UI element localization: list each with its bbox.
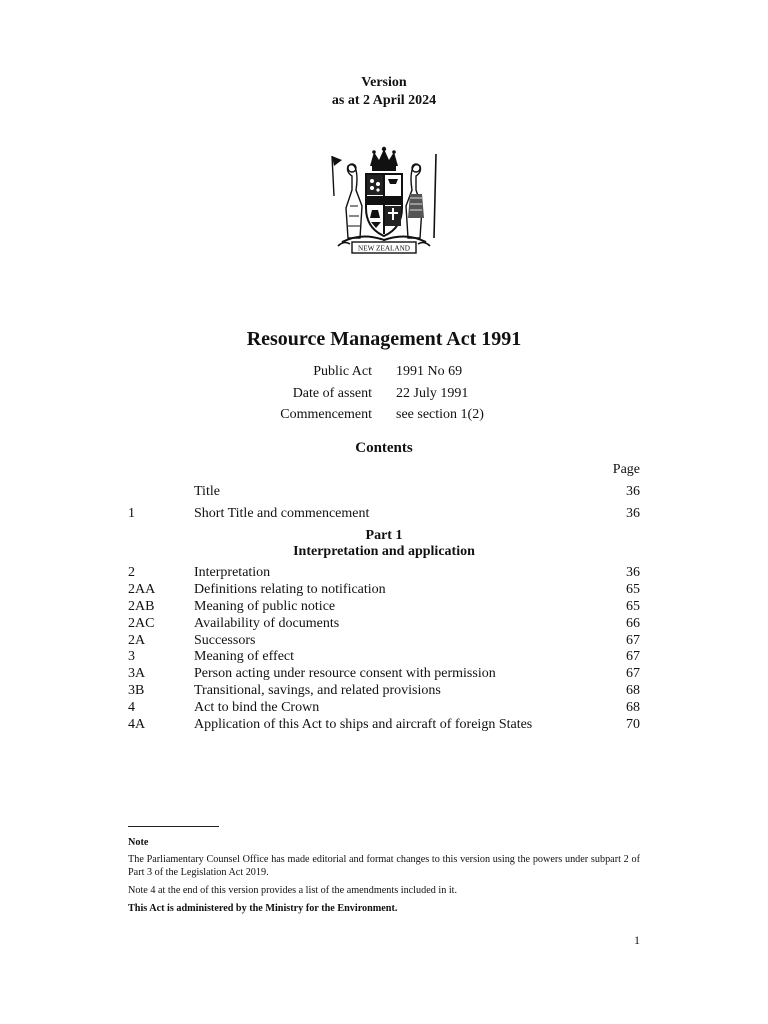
toc-entry-page: 70 [626, 717, 640, 733]
part-number: Part 1 [365, 528, 403, 543]
toc-entry-page: 65 [626, 581, 640, 597]
page-number: 1 [634, 933, 640, 947]
act-metadata [0, 364, 768, 429]
toc-entry-number: 3 [128, 649, 135, 665]
toc-entry[interactable] [128, 666, 640, 683]
toc-entry-page: 67 [626, 649, 640, 665]
toc-entry-number: 2A [128, 632, 146, 648]
page-column-header: Page [612, 462, 640, 477]
toc-entry-number: 3B [128, 683, 145, 699]
toc-entry-page: 36 [626, 506, 640, 521]
note-paragraph-1: The Parliamentary Counsel Office has made editorial and format changes to this version using the powers under subpart 2 of Part 3 of the Legislation Act 2019. [128, 854, 640, 878]
meta-row-commencement [0, 407, 768, 429]
toc-entry-label[interactable]: Definitions relating to notification [194, 581, 386, 597]
toc-entry-number: 4 [128, 700, 135, 716]
toc-entry[interactable] [128, 505, 640, 522]
part-title: Interpretation and application [293, 544, 475, 559]
contents-heading: Contents [355, 440, 413, 456]
note-paragraph-3: This Act is administered by the Ministry for the Environment. [128, 903, 398, 914]
meta-label: Date of assent [292, 385, 372, 401]
toc-entry-page: 65 [626, 598, 640, 614]
toc-entry-number: 4A [128, 717, 146, 733]
toc-entry-page: 36 [626, 565, 640, 580]
meta-label: Public Act [313, 364, 372, 379]
toc-entry-page: 68 [626, 700, 640, 716]
meta-value: 1991 No 69 [396, 364, 463, 379]
toc-entry-page: 68 [626, 683, 640, 699]
toc-entry-number: 3A [128, 666, 146, 682]
toc-entry-label[interactable]: Interpretation [194, 565, 271, 580]
toc-entry-label[interactable]: Application of this Act to ships and aircraft of foreign States [194, 717, 533, 733]
part-heading[interactable] [0, 528, 768, 560]
meta-value: 22 July 1991 [396, 385, 469, 401]
nz-coat-of-arms-icon [322, 146, 446, 258]
toc-entry-label[interactable]: Availability of documents [194, 615, 340, 631]
toc-entry-label[interactable]: Successors [194, 632, 256, 648]
meta-value: see section 1(2) [396, 407, 484, 422]
toc-entry-label[interactable]: Short Title and commencement [194, 506, 370, 521]
toc-entry-label[interactable]: Title [194, 484, 220, 499]
toc-entry-label[interactable]: Person acting under resource consent with permission [194, 666, 496, 682]
toc-entry[interactable] [128, 582, 640, 599]
toc-entry[interactable] [128, 565, 640, 582]
toc-entry-page: 36 [626, 484, 640, 499]
note-heading: Note [128, 837, 149, 848]
toc-entry[interactable] [128, 633, 640, 650]
toc-entry-page: 67 [626, 666, 640, 682]
toc-entry-number: 2 [128, 565, 135, 580]
toc-top-list [128, 483, 640, 522]
toc-part-list [128, 565, 640, 734]
crest-banner-text: NEW ZEALAND [358, 244, 410, 253]
toc-entry-number: 1 [128, 506, 135, 521]
toc-entry-number: 2AC [128, 615, 155, 631]
toc-entry-number: 2AA [128, 581, 156, 597]
meta-row-public-act [0, 364, 768, 386]
note-paragraph-2: Note 4 at the end of this version provides a list of the amendments included in it. [128, 885, 458, 896]
toc-entry-label[interactable]: Meaning of public notice [194, 598, 336, 614]
toc-entry[interactable] [128, 700, 640, 717]
toc-entry-label[interactable]: Meaning of effect [194, 649, 295, 665]
version-label: Version [361, 75, 407, 90]
toc-entry-label[interactable]: Transitional, savings, and related provisions [194, 683, 441, 699]
toc-entry-page: 67 [626, 632, 640, 648]
toc-entry-label[interactable]: Act to bind the Crown [194, 700, 320, 716]
meta-label: Commencement [280, 407, 372, 422]
footnote-divider [128, 826, 219, 827]
version-header [0, 74, 768, 110]
toc-entry-page: 66 [626, 615, 640, 631]
toc-entry[interactable] [128, 599, 640, 616]
act-title: Resource Management Act 1991 [246, 328, 522, 350]
toc-entry[interactable] [128, 616, 640, 633]
toc-entry-number: 2AB [128, 598, 155, 614]
toc-entry[interactable] [128, 483, 640, 505]
toc-entry[interactable] [128, 683, 640, 700]
version-date: as at 2 April 2024 [331, 93, 437, 108]
toc-entry[interactable] [128, 649, 640, 666]
meta-row-date-of-assent [0, 386, 768, 408]
toc-entry[interactable] [128, 717, 640, 734]
